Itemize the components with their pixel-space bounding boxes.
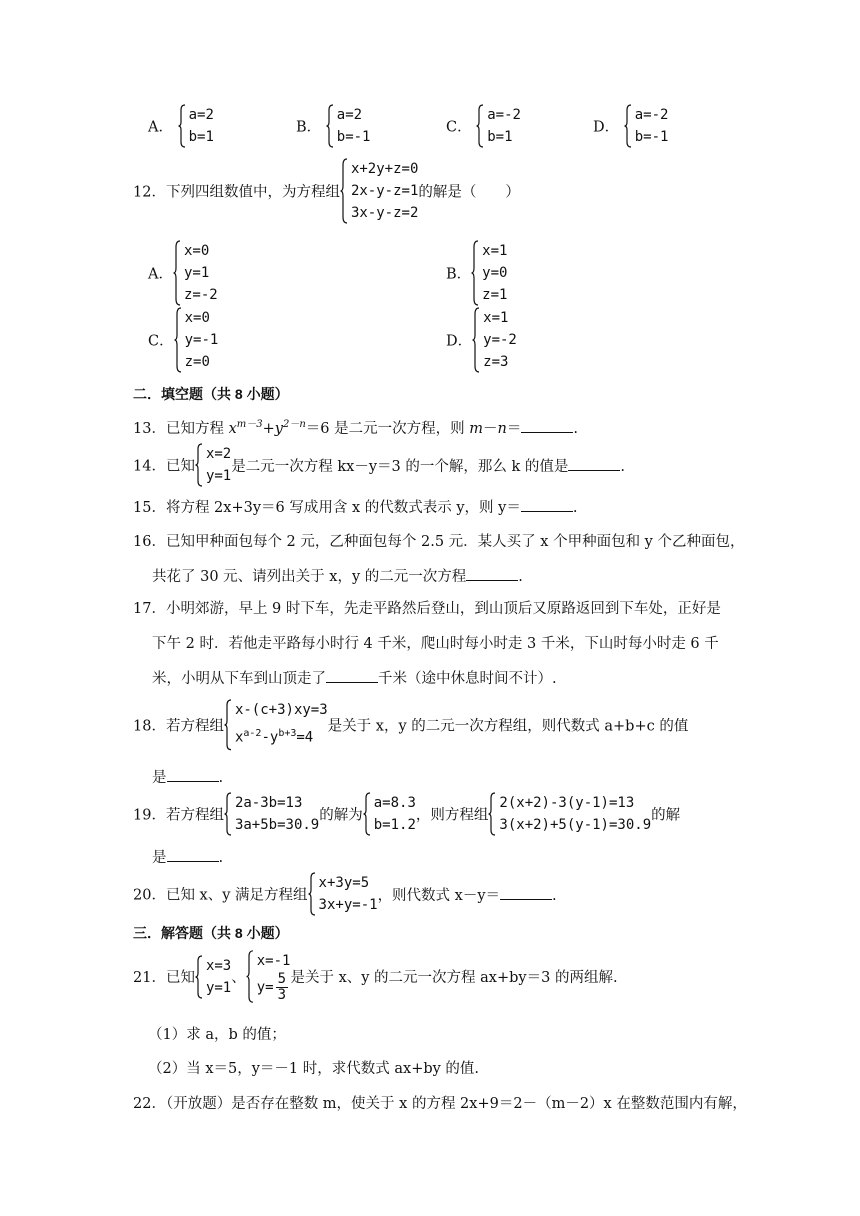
q18: 18．若方程组 x-(c+3)xy=3 $x^{a-2}-y^{b+3}=4$ 是关于 x，y 的二元一次方程组，则代数式 a+b+c 的值 xyxy=(133,699,688,751)
q12-option-c: C． x=0 y=-1 z=0 xyxy=(148,310,219,370)
answer-blank[interactable] xyxy=(466,566,518,581)
answer-blank[interactable] xyxy=(568,456,620,471)
q18-line2: 是 . xyxy=(152,766,223,787)
answer-blank[interactable] xyxy=(167,847,219,862)
q21-part1: （1）求 a，b 的值； xyxy=(148,1027,286,1043)
section-fill-blank: 二．填空题（共 8 小题） xyxy=(133,386,289,402)
q16-line1: 16．已知甲种面包每个 2 元，乙种面包每个 2.5 元．某人买了 x 个甲种面包和 y 个乙种面包， xyxy=(133,534,745,550)
q11-option-c: C． a=-2 b=1 xyxy=(446,107,521,145)
q22: 22．（开放题）是否存在整数 m，使关于 x 的方程 2x+9＝2－（m－2）x 在整数范围内有解， xyxy=(133,1096,747,1112)
answer-blank[interactable] xyxy=(521,497,573,512)
q17-line2: 下午 2 时．若他走平路每小时行 4 千米，爬山时每小时走 3 千米，下山时每小时走 6 千 xyxy=(152,636,719,652)
answer-blank[interactable] xyxy=(521,418,573,433)
q20: 20．已知 x、y 满足方程组 x+3y=5 3x+y=-1 ，则代数式 x－y＝ . xyxy=(133,875,557,913)
q21: 21．已知 x=3 y=1 、 x=-1 y= $\frac{5}{3}$ 是关于 x、y 的二元一次方程 ax+by＝3 的两组解. xyxy=(133,950,618,1003)
q11-option-d: D． a=-2 b=-1 xyxy=(593,107,669,145)
q12-option-d: D． x=1 y=-2 z=3 xyxy=(446,310,517,370)
answer-blank[interactable] xyxy=(167,767,219,782)
section-answer: 三．解答题（共 8 小题） xyxy=(133,925,289,941)
q12-option-b: B． x=1 y=0 z=1 xyxy=(446,243,508,303)
q17-line3: 米，小明从下车到山顶走了 千米（途中休息时间不计）. xyxy=(152,667,557,688)
q21-part2: （2）当 x＝5，y＝－1 时，求代数式 ax+by 的值. xyxy=(148,1061,480,1077)
answer-blank[interactable] xyxy=(326,668,378,683)
q17-line1: 17．小明郊游，早上 9 时下车，先走平路然后登山，到山顶后又原路返回到下车处，正好是 xyxy=(133,601,721,617)
q12-stem: 12．下列四组数值中，为方程组 x+2y+z=0 2x-y-z=1 3x-y-z=2 的解是（ ） xyxy=(133,161,520,221)
q11-option-a: A． a=2 b=1 xyxy=(148,104,214,148)
brace: a=2 b=1 xyxy=(178,104,214,148)
q13: 13．已知方程 $x^{m-3}+y^{2-n}=6$ 是二元一次方程，则 m－n＝ . xyxy=(133,419,578,437)
q19: 19．若方程组 2a-3b=13 3a+5b=30.9 的解为 a=8.3 b=1.2 ，则方程组 2(x+2)-3(y-1)=13 3(x+2)+5(y-1)=30.9 的解 xyxy=(133,795,681,833)
q14: 14．已知 x=2 y=1 是二元一次方程 kx－y＝3 的一个解，那么 k 的值是 . xyxy=(133,446,625,484)
q11-option-b: B． a=2 b=-1 xyxy=(296,107,371,145)
q12-option-a: A． x=0 y=1 z=-2 xyxy=(148,243,218,303)
q19-line2: 是 . xyxy=(152,846,223,867)
q15: 15．将方程 2x+3y＝6 写成用含 x 的代数式表示 y，则 y＝ . xyxy=(133,496,577,517)
q16-line2: 共花了 30 元、请列出关于 x，y 的二元一次方程 . xyxy=(152,565,523,586)
answer-blank[interactable] xyxy=(500,885,552,900)
